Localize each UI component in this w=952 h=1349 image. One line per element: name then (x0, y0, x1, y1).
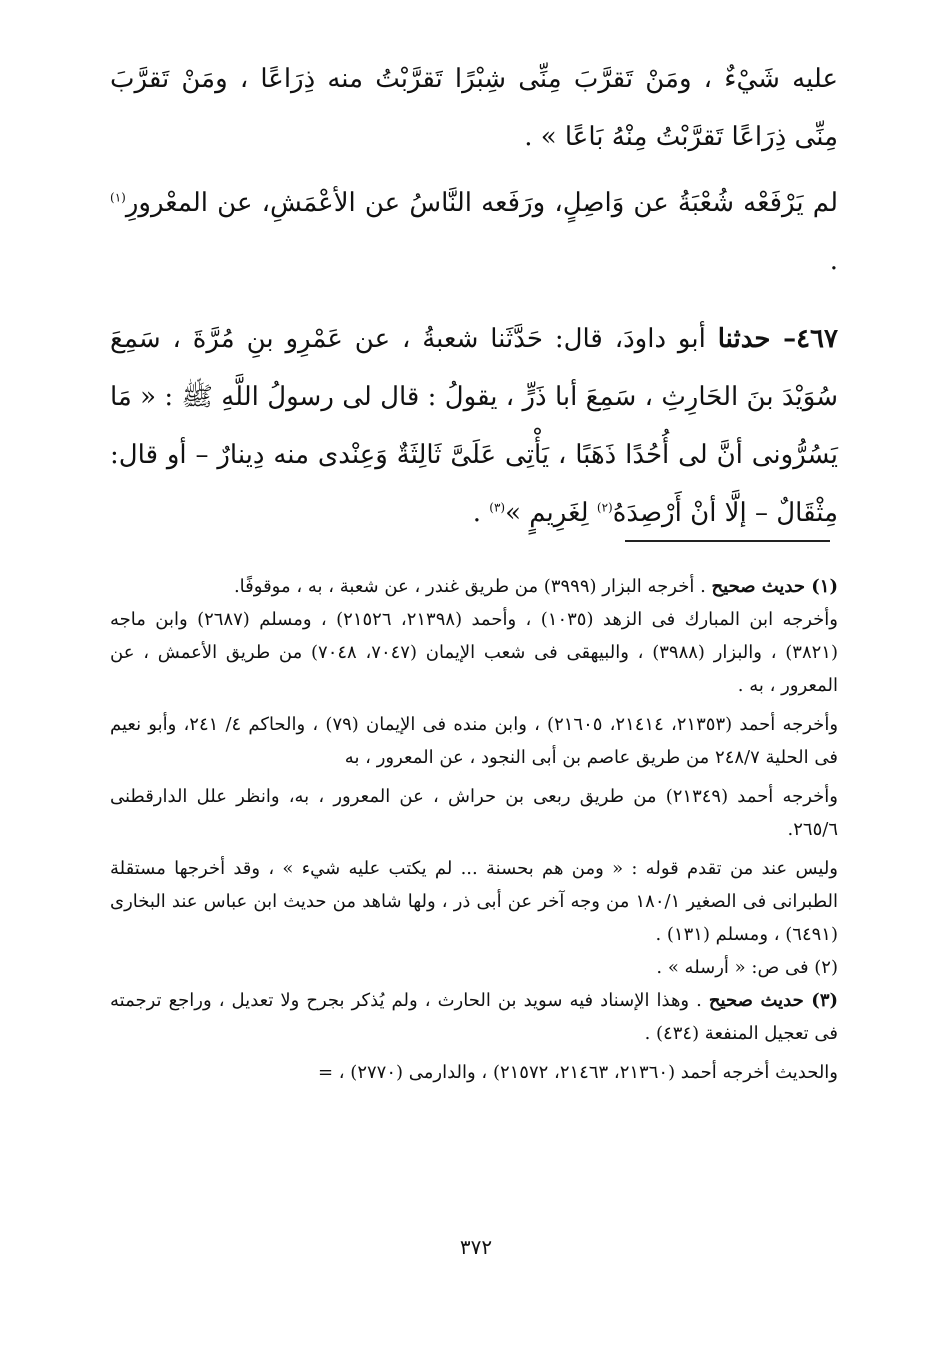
hadith-continuation: عليه شَيْءٌ ، ومَنْ تَقرَّبَ مِنِّى شِبْرًا تَقرَّبْتُ منه ذِرَاعًا ، ومَنْ تَقرَّبَ مِنِّى ذِرَاعًا تَقرَّبْتُ مِنْهُ بَاعًا » . (110, 64, 838, 152)
footnote-1-para-2: وأخرجه ابن المبارك فى الزهد (١٠٣٥) ، وأحمد (٢١٣٩٨، ٢١٥٢٦) ، ومسلم (٢٦٨٧) وابن ماجه (٣٨٢١) ، والبزار (٣٩٨٨) ، والبيهقى فى شعب الإيمان (٧٠٤٧، ٧٠٤٨) من طريق الأعمش ، عن المعرور ، به . (110, 609, 838, 696)
main-text (110, 50, 838, 542)
footnote-2: (٢) فى ص: « أرسله » . (656, 957, 838, 978)
footnote-1-para-4: وأخرجه أحمد (٢١٣٤٩) من طريق ربعى بن حراش ، عن المعرور ، به، وانظر علل الدارقطنى ٢٦٥/٦. (110, 786, 838, 840)
footnote-1-para-3: وأخرجه أحمد (٢١٣٥٣، ٢١٤١٤، ٢١٦٠٥) ، وابن منده فى الإيمان (٧٩) ، والحاكم ٤/ ٢٤١، وأبو نعيم فى الحلية ٢٤٨/٧ من طريق عاصم بن أبى النجود ، عن المعرور ، به (110, 714, 839, 768)
footnote-3: (٣) حديث صحيح . وهذا الإسناد فيه سويد بن الحارث ، ولم يُذكر بجرح ولا تعديل ، وراجع ترجمته فى تعجيل المنفعة (٤٣٤) . (110, 990, 839, 1044)
footnote-ref-3: (٣) (489, 500, 506, 515)
page-number: ٣٧٢ (459, 1235, 493, 1259)
footnote-3-para-2: والحديث أخرجه أحمد (٢١٣٦٠، ٢١٤٦٣، ٢١٥٧٢) ، والدارمى (٢٧٧٠) ، = (317, 1062, 838, 1083)
footnote-separator (625, 540, 830, 542)
footnotes (110, 570, 838, 1089)
footnote-1: (١) حديث صحيح . أخرجه البزار (٣٩٩٩) من طريق غندر ، عن شعبة ، به ، موقوفًا. (233, 576, 838, 597)
footnote-1-para-5: وليس عند من تقدم قوله : « ومن هم بحسنة ... لم يكتب عليه شيء » ، وقد أخرجها مستقلة الطبرانى فى الصغير ١٨٠/١ من وجه آخر عن أبى ذر ، ولها شاهد من حديث ابن عباس عند البخارى (٦٤٩١) ، ومسلم (١٣١) . (110, 858, 838, 945)
footnote-ref-1: (١) (110, 190, 126, 205)
hadith-467: ٤٦٧– حدثنا أبو داودَ، قال: حَدَّثَنا شعبةُ ، عن عَمْرِو بنِ مُرَّةَ ، سَمِعَ سُوَيْدَ بنَ الحَارِثِ ، سَمِعَ أبا ذَرٍّ ، يقولُ : قال لى رسولُ اللَّهِ ﷺ : « مَا يَسُرُّونى أنَّ لى أُحُدًا ذَهَبًا ، يَأْتِى عَلَىَّ ثَالِثَةٌ وَعِنْدى منه دِينارٌ – أو قال: مِثْقَالٌ – إلَّا أنْ أَرْصِدَهُ$^{(٢)}$ لِغَرِيمٍ »$^{(٣)}$ . (110, 324, 838, 528)
hadith-number: ٤٦٧– حدثنا (717, 324, 838, 354)
commentary-paragraph: لم يَرْفَعْه شُعْبَةُ عن وَاصِلٍ، ورَفَعه النَّاسُ عن الأعْمَشِ، عن المعْرورِ$^{(١)}$ . (110, 188, 838, 276)
footnote-ref-2: (٢) (596, 500, 613, 515)
